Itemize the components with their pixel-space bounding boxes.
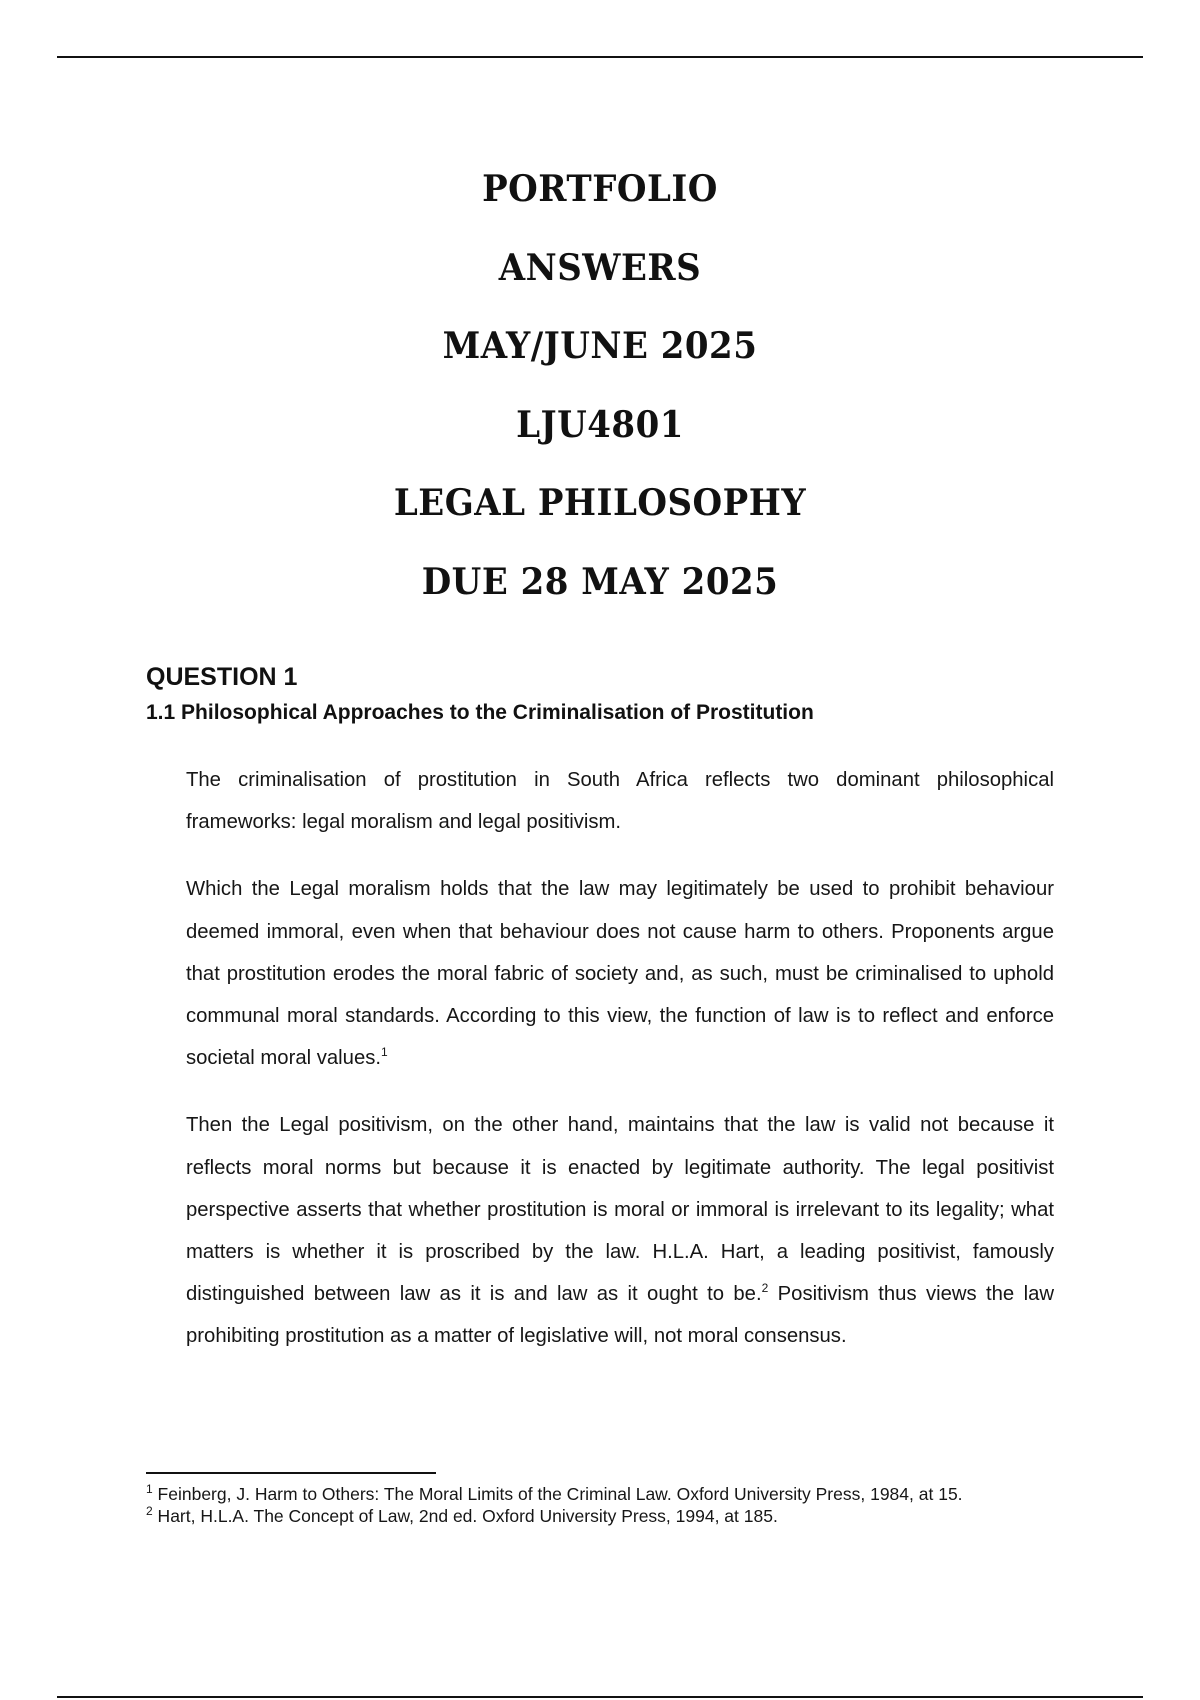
footnote-1-number: 1 (146, 1482, 153, 1497)
top-rule (57, 56, 1143, 58)
body-text (186, 759, 1054, 1383)
paragraph-legal-moralism (186, 868, 1054, 1079)
title-due-date: DUE 28 MAY 2025 (421, 560, 779, 604)
footnote-2-number: 2 (146, 1503, 153, 1518)
footnote-ref-1[interactable]: 1 (381, 1045, 388, 1060)
title-semester: MAY/JUNE 2025 (442, 324, 758, 368)
footnote-ref-2[interactable]: 2 (761, 1281, 769, 1296)
section-subheading: 1.1 Philosophical Approaches to the Criminalisation of Prostitution (146, 701, 814, 724)
paragraph-legal-moralism-text: Which the Legal moralism holds that the law may legitimately be used to prohibit behaviour deemed immoral, even when that behaviour does not cause harm to others. Proponents argue that prostitution erodes the moral fabric of society and, as such, must be criminalised to uphold communal moral standards. According to this view, the function of law is to reflect and enforce societal moral values. (186, 878, 1054, 1070)
title-answers: ANSWERS (498, 245, 702, 290)
paragraph-legal-positivism-text: Then the Legal positivism, on the other hand, maintains that the law is valid not because it reflects moral norms but because it is enacted by legitimate authority. The legal positivist perspective asserts that whether prostitution is moral or immoral is irrelevant to its legality; what matters is whether it is proscribed by the law. H.L.A. Hart, a leading positivist, famously distinguished between law as it is and law as it ought to be. (186, 1114, 1054, 1306)
question-heading: QUESTION 1 (146, 663, 298, 691)
title-block (0, 150, 1200, 622)
footnote-1 (146, 1484, 1054, 1506)
footnote-2-text: Hart, H.L.A. The Concept of Law, 2nd ed. Oxford University Press, 1994, at 185. (152, 1505, 778, 1526)
paragraph-intro-text: The criminalisation of prostitution in South Africa reflects two dominant philosophical frameworks: legal moralism and legal positivism. (186, 769, 1054, 834)
title-module-code: LJU4801 (516, 403, 684, 447)
footnotes (146, 1484, 1054, 1527)
title-module-name: LEGAL PHILOSOPHY (393, 481, 807, 525)
paragraph-legal-positivism-text-cont: Positivism thus views the law prohibiting prostitution as a matter of legislative will, not moral consensus. (186, 1283, 1054, 1348)
paragraph-intro (186, 759, 1054, 843)
paragraph-legal-positivism (186, 1104, 1054, 1357)
footnote-separator (146, 1472, 436, 1474)
footnote-1-text: Feinberg, J. Harm to Others: The Moral Limits of the Criminal Law. Oxford University Press, 1984, at 15. (152, 1484, 963, 1504)
title-portfolio: PORTFOLIO (482, 167, 718, 211)
footnote-2 (146, 1503, 1054, 1528)
bottom-rule (57, 1696, 1143, 1698)
